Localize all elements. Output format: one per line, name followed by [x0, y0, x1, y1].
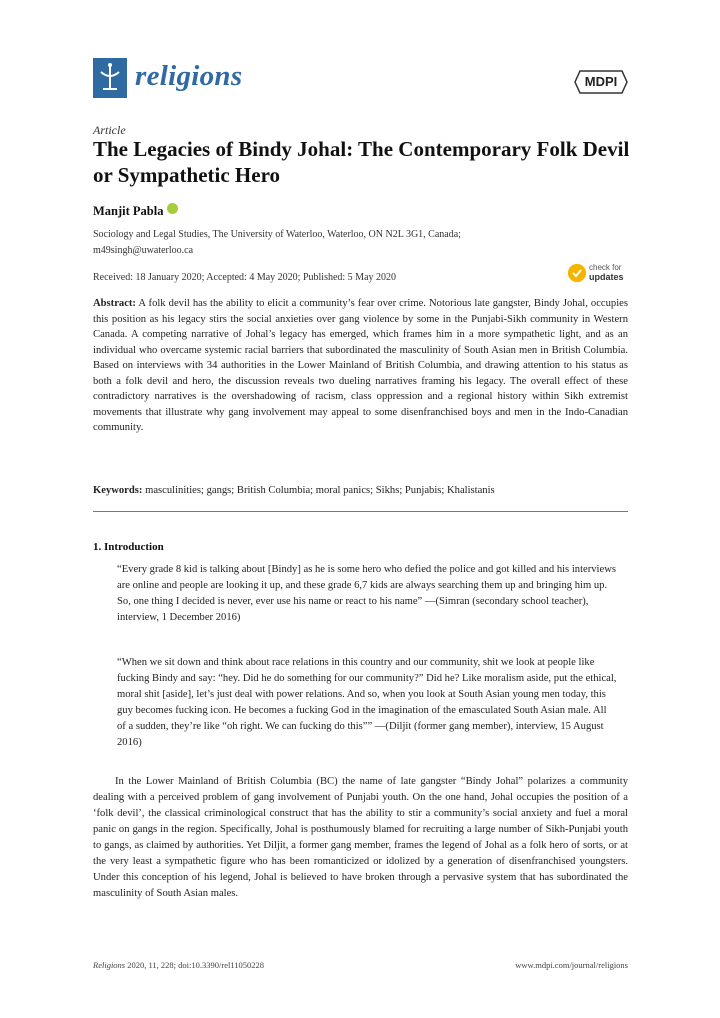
affiliation-line: Sociology and Legal Studies, The University of Waterloo, Waterloo, ON N2L 3G1, Canada; [93, 229, 461, 240]
block-quote: “Every grade 8 kid is talking about [Bindy] as he is some hero who defied the police and got killed and his interviews are online and people are looking it up, and these grade 6,7 kids are always searching them up and bringing him up. So, one thing I decided is never, ever use his name or react to his name” —(Simran (secondary school teacher), interview, 1 December 2016) [117, 564, 616, 623]
footer-citation-text: 2020, 11, 228; doi:10.3390/rel11050228 [125, 960, 265, 970]
footer-citation [93, 960, 264, 970]
author-email[interactable]: m49singh@uwaterloo.ca [93, 245, 194, 256]
check-for-updates-button[interactable] [568, 262, 632, 290]
abstract-text: A folk devil has the ability to elicit a community’s fear over crime. Notorious late gangster, Bindy Johal, occupies this position as his legacy stirs the social anxieties over gang violence by some in the Punjabi-Sikh community in Western Canada. A competing narrative of Johal’s legacy has emerged, which frames him in a more sympathetic light, and as an individual who overcame systemic racial barriers that subordinated the masculinity of South Asian men in British Columbia. Based on interviews with 34 authorities in the Lower Mainland of British Columbia, and drawing attention to his status as both a folk devil and hero, the discussion reveals two dueling narratives framing his legacy. The overall effect of these contradictory narratives is the overshadowing of racism, class oppression and a regional history within Sikh extremist movements that illustrate why gang involvement may appeal to some disenfranchised boys and men in the Indo-Canadian community. [93, 298, 628, 433]
affiliation [93, 227, 593, 259]
paper-title: The Legacies of Bindy Johal: The Contemporary Folk Devil or Sympathetic Hero [93, 137, 630, 187]
publisher-name: MDPI [584, 74, 618, 89]
block-quote: “When we sit down and think about race relations in this country and our community, shit we look at people like fucking Bindy and say: “hey. Did he do something for our community?” Did he? Like moralism aside, put the ethical, moral shit [aside], let’s just deal with power relations. And so, when you look at South Asian young men today, this guy becomes fucking icon. He becomes a fucking God in the imagination of the emasculated South Asian male. All of a sudden, they’re like “oh right. We can fucking do this”” —(Diljit (former gang member), interview, 15 August 2016) [117, 657, 617, 748]
article-type: Article [93, 123, 126, 137]
keywords-label: Keywords: [93, 485, 143, 496]
footer-journal: Religions [93, 960, 126, 970]
journal-name: religions [135, 60, 243, 92]
footer-url[interactable]: www.mdpi.com/journal/religions [515, 960, 628, 970]
abstract [93, 296, 628, 436]
journal-logo-icon [93, 58, 127, 98]
keywords [93, 483, 628, 498]
body-paragraph: In the Lower Mainland of British Columbia (BC) the name of late gangster “Bindy Johal” polarizes a community dealing with a perceived problem of gang involvement of Punjabi youth. On the one hand, Johal occupies the position of a ‘folk devil’, the classical criminological construct that has the ability to stir a community’s social anxiety and fuel a moral panic on gangs in the region. Specifically, Johal is posthumously blamed for recruiting a large number of Sikh-Punjabi youth to gangs, as claimed by authorities. Yet Diljit, a former gang member, frames the legend of Johal as a folk hero of sorts, or at the very least a sympathetic figure who has been romanticized or idolized by a generation of disenfranchised youngsters. Under this conception of his legend, Johal is believed to have broken through a pervasive system that has subordinated the masculinity of South Asian males. [93, 776, 628, 899]
author-name[interactable]: Manjit Pabla [93, 204, 164, 218]
publication-dates: Received: 18 January 2020; Accepted: 4 May 2020; Published: 5 May 2020 [93, 272, 397, 283]
check-updates-label: check for [589, 263, 622, 272]
check-updates-icon [568, 264, 586, 282]
keywords-text: masculinities; gangs; British Columbia; moral panics; Sikhs; Punjabis; Khalistanis [145, 485, 495, 496]
section-heading: 1. Introduction [93, 541, 164, 553]
section-divider [93, 511, 628, 512]
check-updates-label-bold: updates [589, 272, 624, 282]
orcid-icon[interactable] [167, 203, 178, 214]
abstract-label: Abstract: [93, 298, 136, 309]
mdpi-logo-icon [574, 70, 628, 94]
